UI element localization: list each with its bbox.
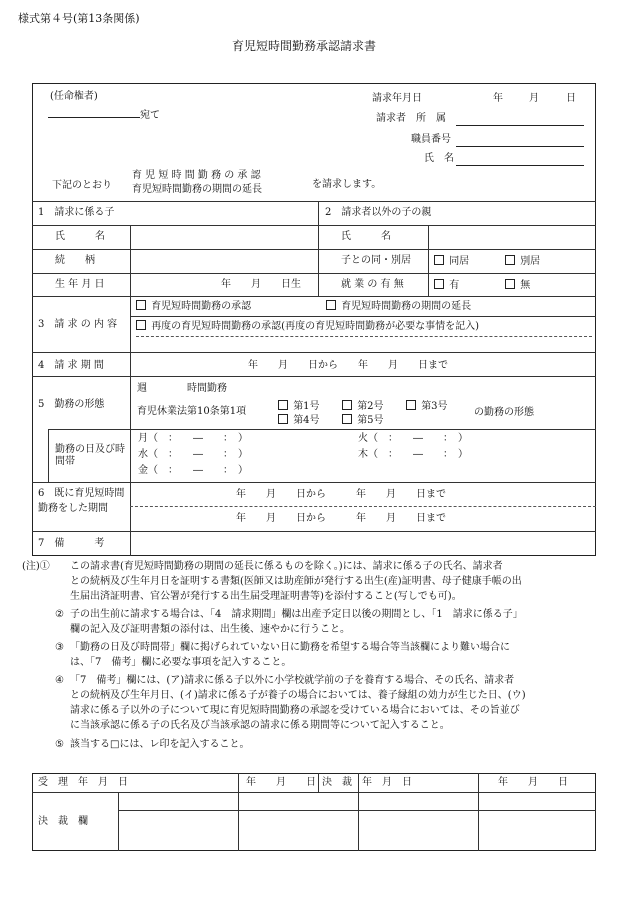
checkbox-icon[interactable] xyxy=(278,414,288,424)
note3-head: ③ xyxy=(55,642,64,653)
past-period-2: 年 月 日から 年 月 日まで xyxy=(236,513,446,524)
cohabit-option-label: 別居 xyxy=(520,256,541,267)
employment-option-no[interactable] xyxy=(505,279,530,292)
option-no1[interactable] xyxy=(278,400,320,413)
staff-no-label: 職員番号 xyxy=(411,134,451,145)
option-label: 第1号 xyxy=(293,401,320,412)
requester-name-field[interactable] xyxy=(456,153,584,166)
checkbox-icon[interactable] xyxy=(434,279,444,289)
cohabit-option-separate[interactable] xyxy=(505,255,540,268)
note4-line: 「7 備考」欄には、(ア)請求に係る子以外に小学校就学前の子を養育する場合、その氏名、請求者 xyxy=(70,675,515,686)
remarks-field[interactable] xyxy=(136,535,588,551)
staff-no-field[interactable] xyxy=(456,134,584,147)
checkbox-icon[interactable] xyxy=(278,400,288,410)
note4-line: との続柄及び生年月日、(イ)請求に係る子が養子の場合においては、養子縁組の効力が生じた日、(ウ) xyxy=(70,690,526,701)
divider xyxy=(32,249,596,250)
section7-label: 7 備 考 xyxy=(38,538,105,549)
appointer-label: (任命権者) xyxy=(50,91,98,102)
divider xyxy=(130,316,596,317)
note3-line: は、「7 備考」欄に必要な事項を記入すること。 xyxy=(70,657,292,668)
affiliation-field[interactable] xyxy=(456,113,584,126)
divider xyxy=(32,296,596,297)
option-label: 第2号 xyxy=(357,401,384,412)
monday-hours: 月（ ： ― ： ） xyxy=(138,433,248,444)
decision-column-label: 決 裁 欄 xyxy=(38,816,88,827)
child-name-label: 氏 名 xyxy=(55,231,105,242)
form-title: 育児短時間勤務承認請求書 xyxy=(232,39,377,53)
addressee-suffix: 宛て xyxy=(140,110,160,121)
received-date-label: 受 理 年 月 日 xyxy=(38,777,128,788)
checkbox-icon[interactable] xyxy=(136,300,146,310)
checkbox-icon[interactable] xyxy=(505,279,515,289)
divider xyxy=(32,201,596,202)
option-label: 第5号 xyxy=(357,415,384,426)
request-option-approval: 育 児 短 時 間 勤 務 の 承 認 xyxy=(132,170,261,181)
as-below-text: 下記のとおり xyxy=(52,180,112,191)
addressee-field[interactable] xyxy=(48,107,140,118)
child-relation-label: 続 柄 xyxy=(55,255,95,266)
divider xyxy=(130,482,131,556)
thursday-hours: 木（ ： ― ： ） xyxy=(358,449,468,460)
divider xyxy=(118,810,596,811)
divider xyxy=(428,225,429,296)
dashed-divider xyxy=(130,506,596,507)
option-no3[interactable] xyxy=(406,400,448,413)
child-birth-label: 生 年 月 日 xyxy=(55,279,105,290)
decision-date-value: 年 月 日 xyxy=(498,777,568,788)
request-month: 月 xyxy=(529,93,539,104)
section4-label: 4 請 求 期 間 xyxy=(38,360,104,371)
note3-line: 「勤務の日及び時間帯」欄に掲げられていない日に勤務を希望する場合等当該欄により難い場合に xyxy=(70,642,510,653)
content-option-approval[interactable] xyxy=(136,300,251,313)
cohabit-option-label: 同居 xyxy=(449,256,470,267)
employment-option-label: 有 xyxy=(449,280,460,291)
option-label: 第3号 xyxy=(421,401,448,412)
request-option-extension: 育児短時間勤務の期間の延長 xyxy=(132,184,262,195)
form-number: 様式第４号(第13条関係) xyxy=(18,12,140,25)
option-no4[interactable] xyxy=(278,414,320,427)
request-year: 年 xyxy=(493,93,503,104)
cohabit-option-together[interactable] xyxy=(434,255,469,268)
employment-option-yes[interactable] xyxy=(434,279,459,292)
section2-heading: 2 請求者以外の子の親 xyxy=(325,207,432,218)
option-no2[interactable] xyxy=(342,400,384,413)
section5-label: 5 勤務の形態 xyxy=(38,399,105,410)
checkbox-icon[interactable] xyxy=(326,300,336,310)
divider xyxy=(478,773,479,851)
checkbox-icon[interactable] xyxy=(505,255,515,265)
request-period-value: 年 月 日から 年 月 日まで xyxy=(248,360,448,371)
note1-line: 生届出済証明書、官公署が発行する出生届受理証明書等)を添付すること(写しでも可)。 xyxy=(70,591,462,602)
section6-label: 6 既に育児短時間勤務をした期間 xyxy=(38,488,125,514)
divider xyxy=(32,531,596,532)
divider xyxy=(130,296,131,482)
child-birth-date: 年 月 日生 xyxy=(221,279,301,290)
request-suffix: を請求します。 xyxy=(312,179,382,190)
work-form-suffix: の勤務の形態 xyxy=(474,407,534,418)
checkbox-icon[interactable] xyxy=(406,400,416,410)
divider xyxy=(48,429,49,482)
employment-option-label: 無 xyxy=(520,280,531,291)
checkbox-icon[interactable] xyxy=(434,255,444,265)
affiliation-label: 所 属 xyxy=(416,113,446,124)
divider xyxy=(32,376,596,377)
dashed-divider xyxy=(136,336,592,337)
decision-date-label: 決 裁 年 月 日 xyxy=(322,777,412,788)
divider xyxy=(238,773,239,851)
divider xyxy=(32,352,596,353)
divider xyxy=(32,225,596,226)
content-option-label: 育児短時間勤務の承認 xyxy=(151,301,252,312)
cohabit-label: 子との同・別居 xyxy=(341,255,411,266)
divider xyxy=(318,773,319,792)
content-option-label: 育児短時間勤務の期間の延長 xyxy=(341,301,472,312)
request-date-label: 請求年月日 xyxy=(372,93,422,104)
divider xyxy=(32,792,596,793)
request-day: 日 xyxy=(566,93,576,104)
received-date-value: 年 月 日 xyxy=(246,777,316,788)
friday-hours: 金（ ： ― ： ） xyxy=(138,465,248,476)
divider xyxy=(130,225,131,296)
divider xyxy=(118,792,119,851)
weekly-hours: 週 時間勤務 xyxy=(137,383,227,394)
checkbox-icon[interactable] xyxy=(342,414,352,424)
section1-heading: 1 請求に係る子 xyxy=(38,207,115,218)
note5-head: ⑤ xyxy=(55,739,64,750)
note1-line: との続柄及び生年月日を証明する書類(医師又は助産師が発行する出生(産)証明書、母子健康手帳の出 xyxy=(70,576,522,587)
past-period-1: 年 月 日から 年 月 日まで xyxy=(236,489,446,500)
addressee-line[interactable] xyxy=(48,107,160,122)
law-reference: 育児休業法第10条第1項 xyxy=(137,406,247,417)
wednesday-hours: 水（ ： ― ： ） xyxy=(138,449,248,460)
parent-name-label: 氏 名 xyxy=(341,231,391,242)
divider xyxy=(32,273,596,274)
checkbox-icon[interactable] xyxy=(342,400,352,410)
note2-line: 子の出生前に請求する場合は、「4 請求期間」欄は出産予定日以後の期間とし、「1 請求に係る子」 xyxy=(70,609,523,620)
section3-label: 3 請 求 の 内 容 xyxy=(38,319,118,330)
note5-line: 該当する□には、レ印を記入すること。 xyxy=(70,739,250,750)
requester-label: 請求者 xyxy=(376,113,406,124)
divider xyxy=(48,429,596,430)
content-option-reapproval[interactable] xyxy=(136,320,479,333)
option-label: 第4号 xyxy=(293,415,320,426)
checkbox-icon[interactable] xyxy=(136,320,146,330)
note1-line: この請求書(育児短時間勤務の期間の延長に係るものを除く。)には、請求に係る子の氏名、請求者 xyxy=(70,561,503,572)
days-label: 勤務の日及び時間帯 xyxy=(55,444,125,467)
note1-head: (注)① xyxy=(22,561,50,572)
note2-line: 欄の記入及び証明書類の添付は、出生後、速やかに行うこと。 xyxy=(70,624,350,635)
option-no5[interactable] xyxy=(342,414,384,427)
note4-line: に当該承認に係る子の氏名及び当該承認の請求に係る期間等について記入すること。 xyxy=(70,720,450,731)
note4-line: 請求に係る子以外の子について現に育児短時間勤務の承認を受けている場合においては、その旨並び xyxy=(70,705,520,716)
tuesday-hours: 火（ ： ― ： ） xyxy=(358,433,468,444)
note2-head: ② xyxy=(55,609,64,620)
divider xyxy=(32,482,596,483)
name-label: 氏 名 xyxy=(424,153,454,164)
content-option-extension[interactable] xyxy=(326,300,471,313)
note4-head: ④ xyxy=(55,675,64,686)
employment-label: 就 業 の 有 無 xyxy=(341,279,404,290)
content-option-label: 再度の育児短時間勤務の承認(再度の育児短時間勤務が必要な事情を記入) xyxy=(151,321,479,332)
